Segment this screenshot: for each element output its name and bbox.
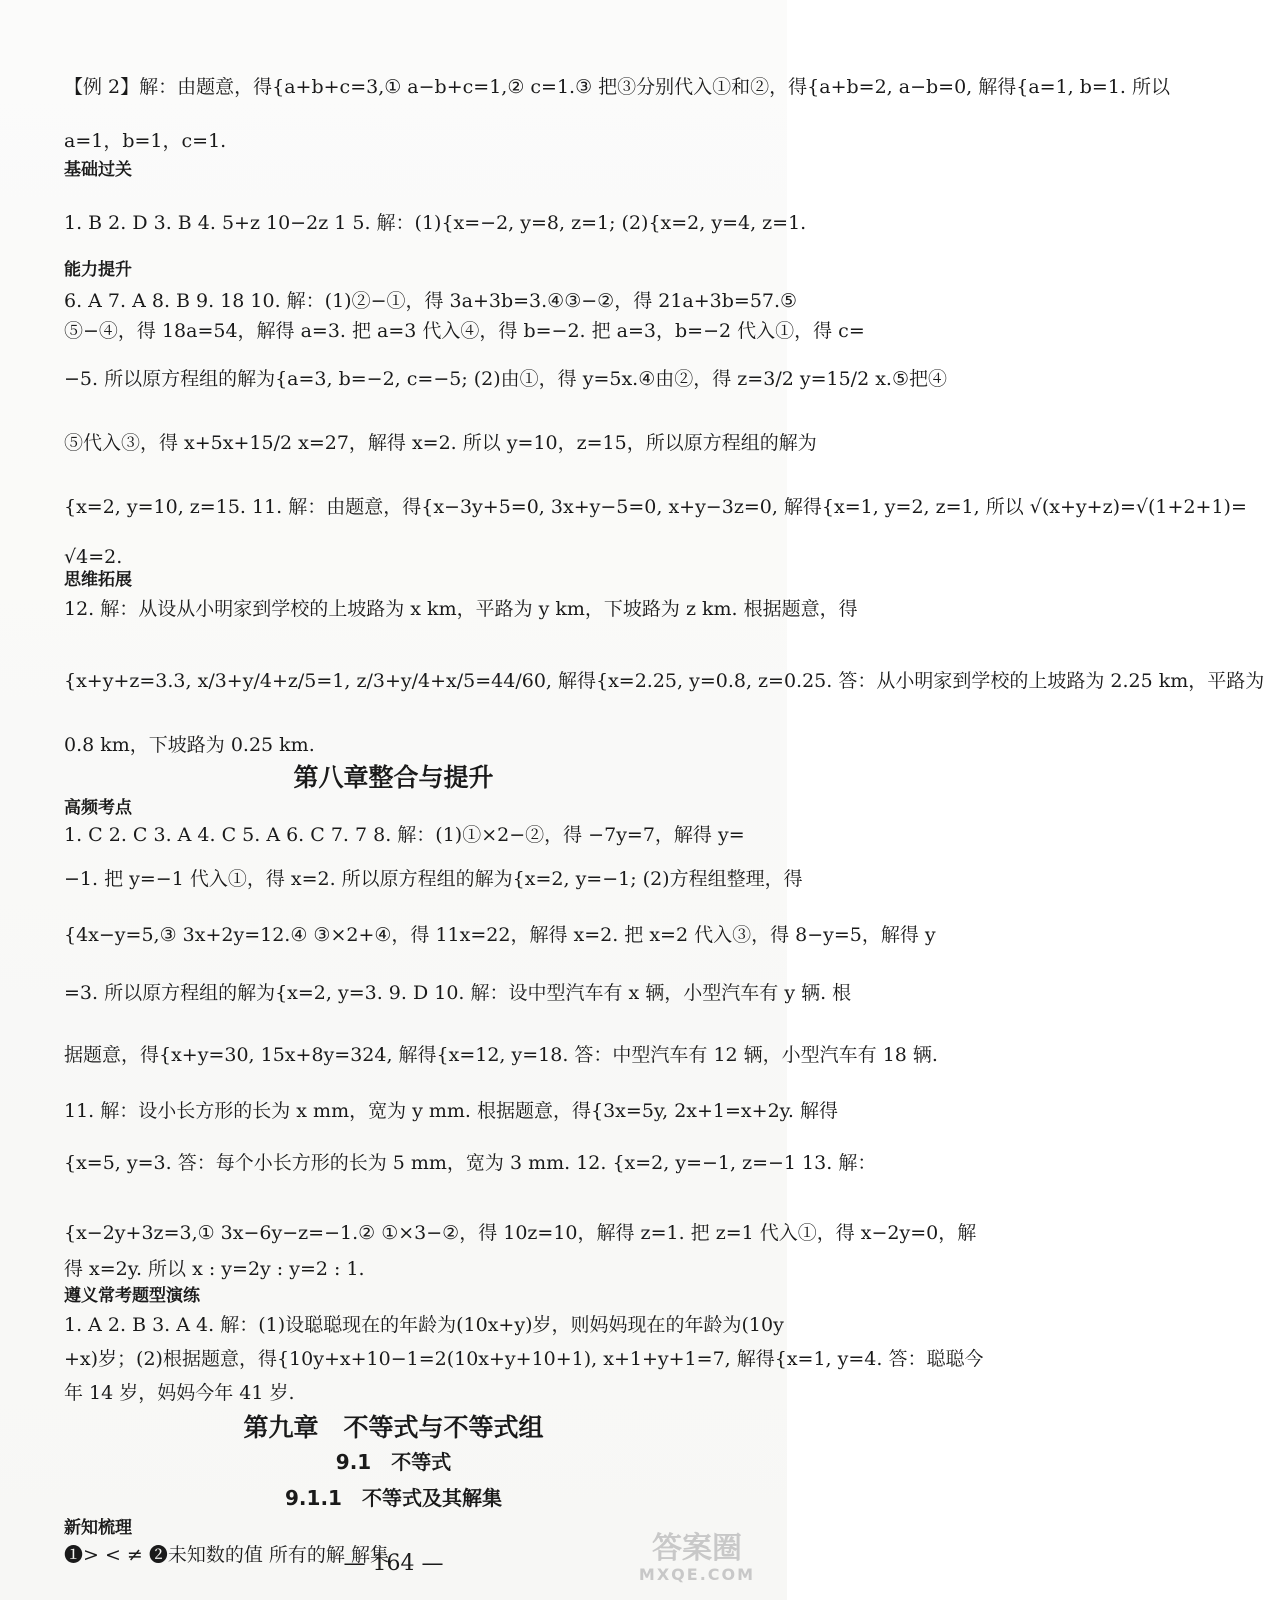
text-line: {x−2y+3z=3,① 3x−6y−z=−1.② ①×3−②，得 10z=10，解得 z=1. 把 z=1 代入①，得 x−2y=0，解	[64, 1222, 977, 1244]
section-heading: 新知梳理	[64, 1518, 132, 1538]
subsection-title: 9.1.1 不等式及其解集	[285, 1486, 502, 1510]
text-line: {x+y+z=3.3, x/3+y/4+z/5=1, z/3+y/4+x/5=44/60, 解得{x=2.25, y=0.8, z=0.25. 答：从小明家到学校的上坡路为 2.25 km，平路为	[64, 670, 1264, 692]
watermark-logo	[627, 1532, 767, 1590]
page-number: — 164 —	[343, 1551, 444, 1576]
watermark-url: MXQE.COM	[638, 1565, 756, 1584]
text-line: 6. A 7. A 8. B 9. 18 10. 解：(1)②−①，得 3a+3b=3.④③−②，得 21a+3b=57.⑤	[64, 290, 798, 312]
text-line: √4=2.	[64, 546, 123, 568]
section-heading: 思维拓展	[64, 570, 132, 590]
text-line: {x=5, y=3. 答：每个小长方形的长为 5 mm，宽为 3 mm. 12. {x=2, y=−1, z=−1 13. 解：	[64, 1152, 877, 1174]
section-heading: 遵义常考题型演练	[64, 1286, 200, 1306]
text-line: 1. C 2. C 3. A 4. C 5. A 6. C 7. 7 8. 解：(1)①×2−②，得 −7y=7，解得 y=	[64, 824, 745, 846]
text-line: 【例 2】解：由题意，得{a+b+c=3,① a−b+c=1,② c=1.③ 把③分别代入①和②，得{a+b=2, a−b=0, 解得{a=1, b=1. 所以	[64, 76, 1171, 98]
section-heading: 高频考点	[64, 798, 132, 818]
chapter-title: 第八章整合与提升	[293, 763, 494, 792]
text-line: {4x−y=5,③ 3x+2y=12.④ ③×2+④，得 11x=22，解得 x=2. 把 x=2 代入③，得 8−y=5，解得 y	[64, 924, 936, 946]
text-line: {x=2, y=10, z=15. 11. 解：由题意，得{x−3y+5=0, 3x+y−5=0, x+y−3z=0, 解得{x=1, y=2, z=1, 所以 √(x+y+z)=√(1+2+1)=	[64, 496, 1247, 518]
text-line: 1. A 2. B 3. A 4. 解：(1)设聪聪现在的年龄为(10x+y)岁，则妈妈现在的年龄为(10y	[64, 1314, 784, 1336]
text-line: 据题意，得{x+y=30, 15x+8y=324, 解得{x=12, y=18. 答：中型汽车有 12 辆，小型汽车有 18 辆.	[64, 1044, 938, 1066]
text-line: 1. B 2. D 3. B 4. 5+z 10−2z 1 5. 解：(1){x=−2, y=8, z=1; (2){x=2, y=4, z=1.	[64, 212, 807, 234]
text-line: +x)岁；(2)根据题意，得{10y+x+10−1=2(10x+y+10+1), x+1+y+1=7, 解得{x=1, y=4. 答：聪聪今	[64, 1348, 984, 1370]
text-line: a=1，b=1，c=1.	[64, 130, 227, 152]
text-line: ❶> < ≠ ❷未知数的值 所有的解 解集	[64, 1544, 389, 1566]
chapter-title: 第九章 不等式与不等式组	[243, 1413, 544, 1442]
text-line: 12. 解：从设从小明家到学校的上坡路为 x km，平路为 y km，下坡路为 z km. 根据题意，得	[64, 598, 858, 620]
text-line: 11. 解：设小长方形的长为 x mm，宽为 y mm. 根据题意，得{3x=5y, 2x+1=x+2y. 解得	[64, 1100, 838, 1122]
text-line: 0.8 km，下坡路为 0.25 km.	[64, 734, 315, 756]
section-heading: 基础过关	[64, 160, 132, 180]
text-line: ⑤−④，得 18a=54，解得 a=3. 把 a=3 代入④，得 b=−2. 把 a=3，b=−2 代入①，得 c=	[64, 320, 865, 342]
watermark-text: 答案圈	[652, 1531, 742, 1566]
text-line: ⑤代入③，得 x+5x+15/2 x=27，解得 x=2. 所以 y=10，z=15，所以原方程组的解为	[64, 432, 817, 454]
section-heading: 能力提升	[64, 260, 132, 280]
text-line: −1. 把 y=−1 代入①，得 x=2. 所以原方程组的解为{x=2, y=−1; (2)方程组整理，得	[64, 868, 803, 890]
text-line: −5. 所以原方程组的解为{a=3, b=−2, c=−5; (2)由①，得 y=5x.④由②，得 z=3/2 y=15/2 x.⑤把④	[64, 368, 947, 390]
text-line: 得 x=2y. 所以 x : y=2y : y=2 : 1.	[64, 1258, 365, 1280]
section-title: 9.1 不等式	[335, 1450, 452, 1474]
text-line: =3. 所以原方程组的解为{x=2, y=3. 9. D 10. 解：设中型汽车有 x 辆，小型汽车有 y 辆. 根	[64, 982, 852, 1004]
text-line: 年 14 岁，妈妈今年 41 岁.	[64, 1382, 295, 1404]
